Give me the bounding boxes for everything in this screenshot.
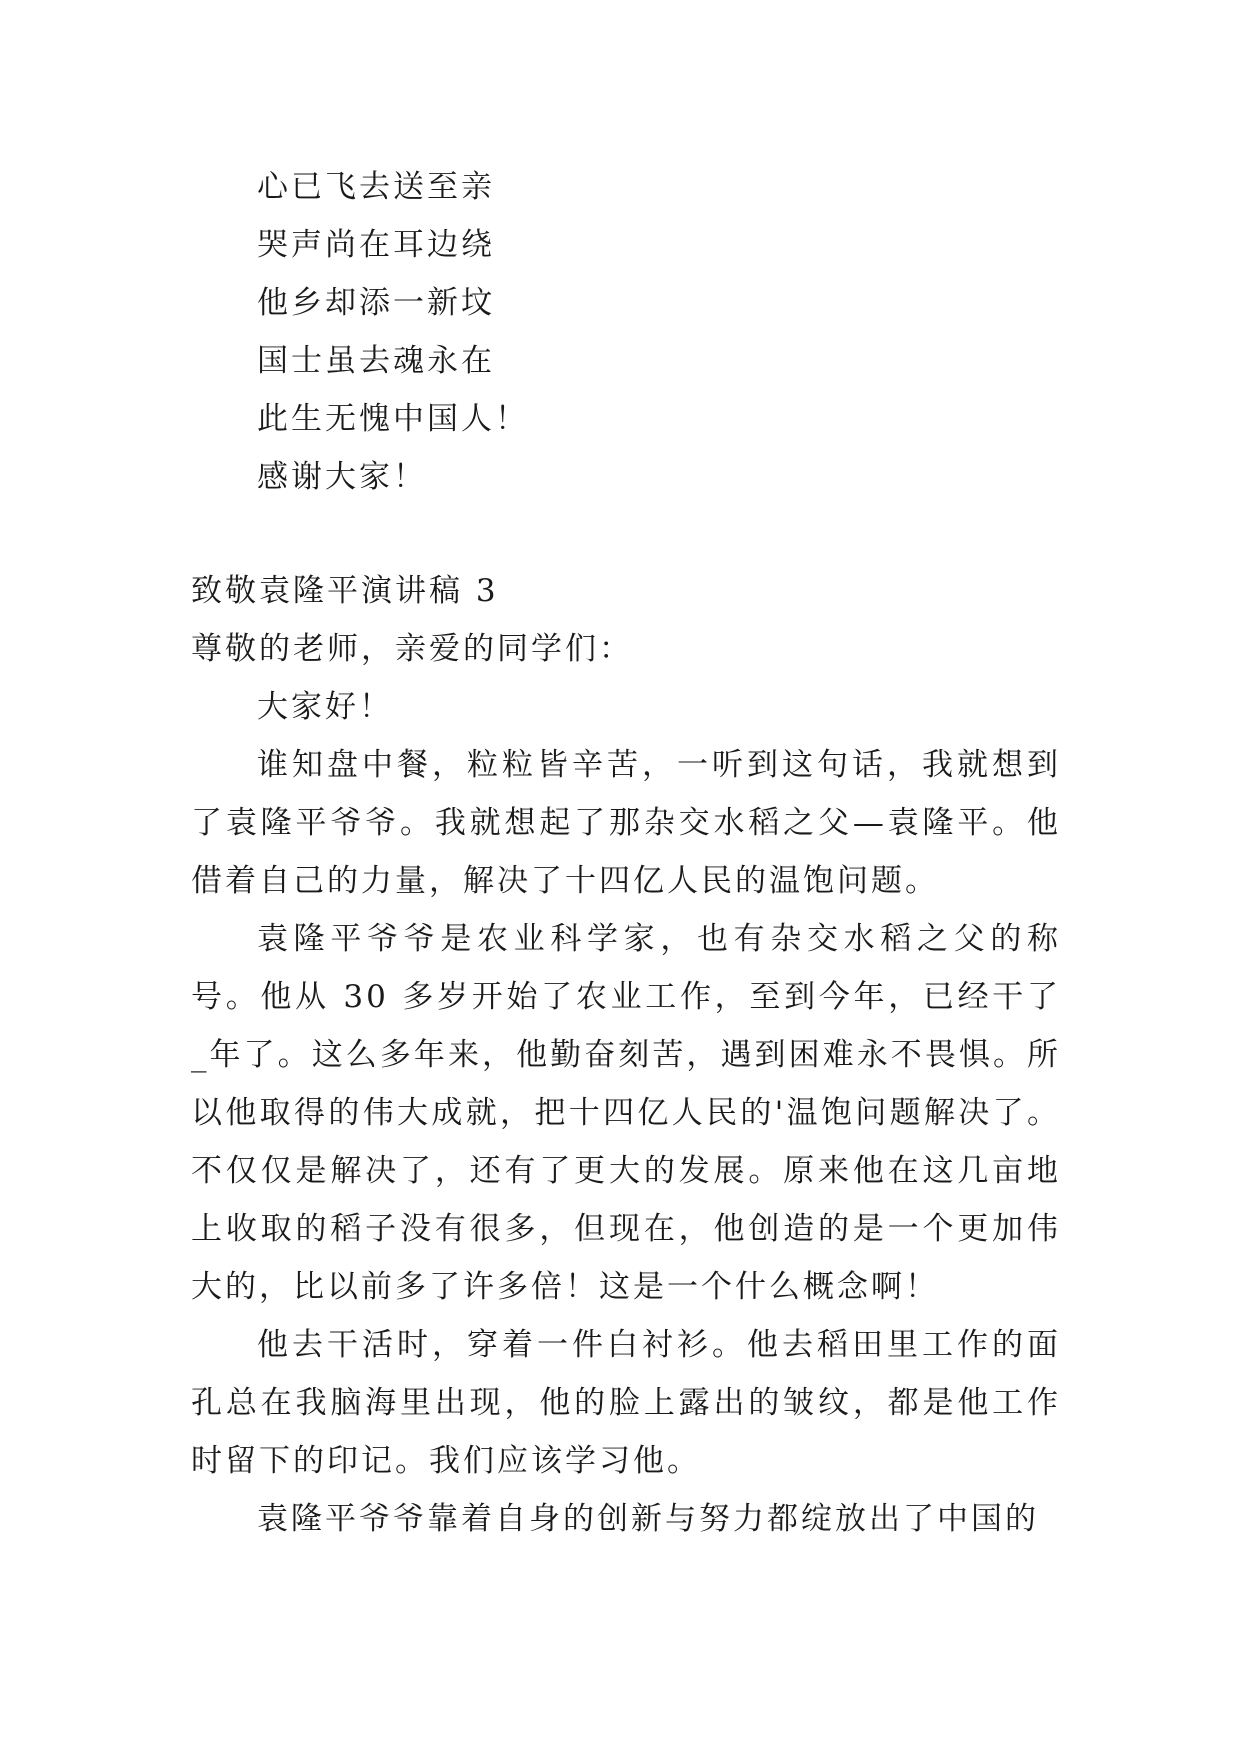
poem-line: 他乡却添一新坟 — [257, 285, 495, 321]
article-paragraph: 袁隆平爷爷靠着自身的创新与努力都绽放出了中国的 — [257, 1501, 1039, 1537]
poem-line: 哭声尚在耳边绕 — [257, 227, 495, 263]
article-greeting: 尊敬的老师，亲爱的同学们： — [191, 631, 633, 667]
poem-line: 心已飞去送至亲 — [257, 169, 495, 205]
speech-article — [191, 562, 1061, 1548]
article-paragraph: 他去干活时，穿着一件白衬衫。他去稻田里工作的面孔总在我脑海里出现，他的脸上露出的皱纹，都是他工作时留下的印记。我们应该学习他。 — [191, 1327, 1061, 1479]
article-paragraph: 袁隆平爷爷是农业科学家，也有杂交水稻之父的称号。他从 30 多岁开始了农业工作，至到今年，已经干了_年了。这么多年来，他勤奋刻苦，遇到困难永不畏惧。所以他取得的伟大成就，把十四亿人民的'温饱问题解决了。不仅仅是解决了，还有了更大的发展。原来他在这几亩地上收取的稻子没有很多，但现在，他创造的是一个更加伟大的，比以前多了许多倍！这是一个什么概念啊！ — [191, 921, 1061, 1305]
poem-line: 此生无愧中国人！ — [257, 401, 529, 437]
poem-line: 感谢大家！ — [257, 459, 427, 495]
article-paragraph: 大家好！ — [257, 689, 393, 725]
poem-line: 国士虽去魂永在 — [257, 343, 495, 379]
poem-block — [257, 158, 529, 506]
article-paragraph: 谁知盘中餐，粒粒皆辛苦，一听到这句话，我就想到了袁隆平爷爷。我就想起了那杂交水稻之父—袁隆平。他借着自己的力量，解决了十四亿人民的温饱问题。 — [191, 747, 1061, 899]
article-title: 致敬袁隆平演讲稿 3 — [191, 573, 499, 609]
